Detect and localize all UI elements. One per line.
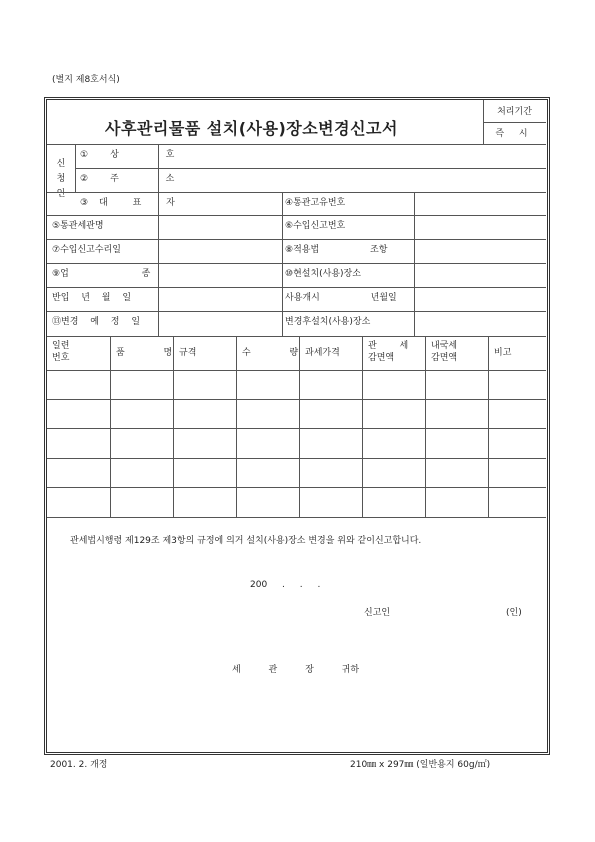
addressee-line: 세 관 장 귀하 [232, 665, 360, 675]
address-label: ②주 소 [80, 174, 197, 184]
applied-law-label: ⑧적용법 조항 [285, 245, 388, 255]
row-line-5 [47, 263, 546, 264]
table-row-line-4 [47, 487, 546, 488]
table-col-divider-6 [425, 336, 426, 517]
col-customs-reduction-header-1: 관 세 [368, 341, 409, 351]
reporter-label: 신고인 [364, 608, 391, 618]
table-col-divider-7 [488, 336, 489, 517]
col-internal-reduction-header-1: 내국세 [431, 341, 458, 351]
col-spec-header: 규격 [179, 348, 197, 358]
col-taxable-header: 과세가격 [305, 348, 340, 358]
new-place-label: 변경후설치(사용)장소 [285, 317, 371, 327]
row-line-8 [47, 336, 546, 337]
table-header-line [47, 370, 546, 371]
col-remarks-header: 비고 [494, 348, 512, 358]
current-place-label: ⑩현설치(사용)장소 [285, 269, 361, 279]
processing-box-midline [483, 122, 546, 123]
seal-mark: (인) [506, 608, 522, 618]
customs-office-label: ⑤통관세관명 [52, 221, 104, 231]
mid-column-divider-a [282, 192, 283, 336]
row-line-4 [47, 239, 546, 240]
label-column-divider [158, 144, 159, 336]
processing-period-value: 즉 시 [495, 129, 534, 139]
carry-in-date-label: 반입 년 월 일 [52, 293, 132, 303]
row-line-1 [75, 168, 546, 169]
trade-name-label: ①상 호 [80, 150, 197, 160]
table-col-divider-4 [299, 336, 300, 517]
table-col-divider-1 [110, 336, 111, 517]
row-line-6 [47, 287, 546, 288]
col-item-header: 품 명 [116, 348, 173, 358]
table-bottom-line [47, 517, 546, 518]
header-bottom-line [47, 144, 546, 145]
processing-period-label: 처리기간 [497, 107, 532, 117]
applicant-side-label-2: 청 [56, 174, 66, 184]
col-serial-header-1: 일련 [52, 341, 70, 351]
form-title: 사후관리물품 설치(사용)장소변경신고서 [105, 119, 398, 138]
representative-label: ③대 표 자 [80, 198, 186, 208]
date-line: 200 . . . [250, 580, 321, 590]
form-id-label: (별지 제8호서식) [52, 75, 120, 85]
customs-id-label: ④통관고유번호 [285, 198, 346, 208]
declaration-text: 관세법시행령 제129조 제3항의 규정에 의거 설치(사용)장소 변경을 위와 같이신고합니다. [70, 536, 422, 546]
use-start-label: 사용개시 년월일 [285, 293, 397, 303]
mid-column-divider-b [414, 192, 415, 336]
revision-note: 2001. 2. 개정 [50, 760, 108, 770]
col-internal-reduction-header-2: 감면액 [431, 353, 458, 363]
table-col-divider-5 [362, 336, 363, 517]
change-date-label: ⑬변경 예 정 일 [52, 317, 141, 327]
applicant-side-label-1: 신 [56, 159, 66, 169]
col-qty-header: 수 량 [242, 348, 299, 358]
table-row-line-1 [47, 399, 546, 400]
row-line-3 [47, 215, 546, 216]
row-line-2 [47, 192, 546, 193]
paper-spec: 210㎜ x 297㎜ (일반용지 60g/㎡) [350, 760, 491, 770]
table-row-line-2 [47, 428, 546, 429]
import-date-label: ⑦수입신고수리일 [52, 245, 121, 255]
row-line-7 [47, 311, 546, 312]
table-row-line-3 [47, 458, 546, 459]
table-col-divider-3 [236, 336, 237, 517]
table-col-divider-2 [173, 336, 174, 517]
col-customs-reduction-header-2: 감면액 [368, 353, 395, 363]
import-number-label: ⑥수입신고번호 [285, 221, 346, 231]
col-serial-header-2: 번호 [52, 353, 70, 363]
applicant-side-label-3: 인 [56, 189, 66, 199]
business-label: ⑨업 종 [52, 269, 151, 279]
